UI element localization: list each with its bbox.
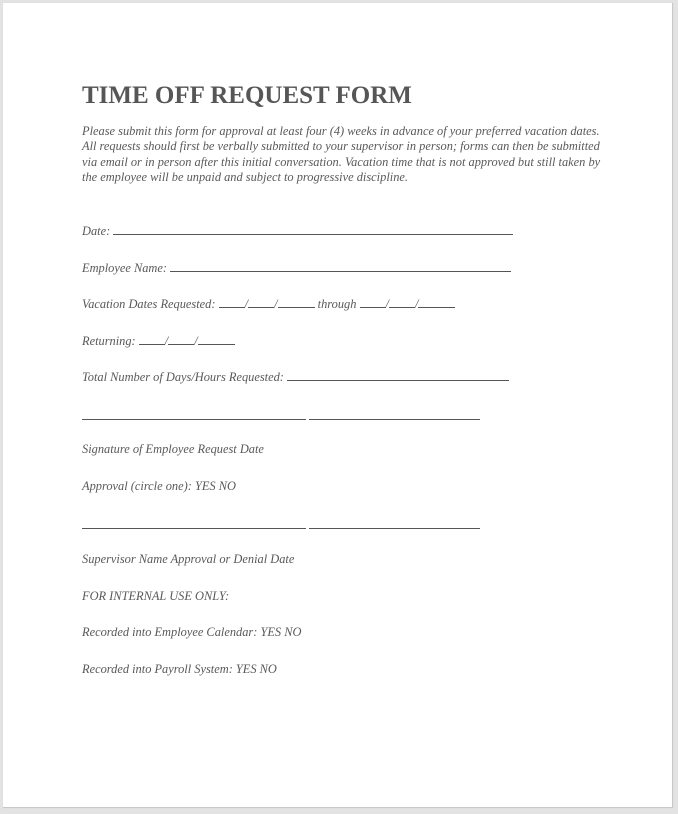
internal-use-heading: FOR INTERNAL USE ONLY: [82, 589, 230, 603]
vacation-dates-label: Vacation Dates Requested: [82, 297, 216, 311]
document-page [3, 3, 673, 808]
date-separator: / [274, 297, 278, 311]
total-days-label: Total Number of Days/Hours Requested: [82, 370, 284, 384]
date-separator: / [385, 297, 389, 311]
approval-field: Approval (circle one): YES NO [82, 479, 236, 493]
return-year-blank[interactable] [198, 333, 235, 345]
date-separator: / [194, 334, 198, 348]
date-separator: / [244, 297, 249, 311]
total-days-blank[interactable] [287, 369, 509, 381]
employee-name-label: Employee Name: [82, 261, 167, 275]
return-month-blank[interactable] [139, 333, 165, 345]
employee-signature-caption: Signature of Employee Request Date [82, 442, 264, 456]
start-month-blank[interactable] [219, 296, 245, 308]
supervisor-caption: Supervisor Name Approval or Denial Date [82, 552, 295, 566]
date-field-row [82, 223, 513, 238]
form-title: TIME OFF REQUEST FORM [82, 82, 412, 109]
returning-row [82, 333, 235, 348]
start-year-blank[interactable] [278, 296, 315, 308]
approval-date-line[interactable] [309, 528, 480, 529]
end-year-blank[interactable] [418, 296, 455, 308]
payroll-record-field: Recorded into Payroll System: YES NO [82, 662, 277, 676]
calendar-record-field: Recorded into Employee Calendar: YES NO [82, 625, 302, 639]
form-instructions: Please submit this form for approval at least four (4) weeks in advance of your preferred vacation dates. All requests should first be verbally submitted to your supervisor in person; forms can then be submitted via email or in person after this initial conversation. Vacation time that is not approved but still taken by the employee will be unpaid and subject to progressive discipline. [82, 124, 601, 184]
request-date-line[interactable] [309, 419, 480, 420]
employee-name-blank[interactable] [170, 260, 511, 272]
supervisor-name-line[interactable] [82, 528, 306, 529]
vacation-dates-row [82, 296, 455, 311]
return-day-blank[interactable] [168, 333, 194, 345]
date-label: Date: [82, 224, 111, 238]
through-label: through [317, 297, 357, 311]
end-month-blank[interactable] [360, 296, 386, 308]
date-separator: / [414, 297, 419, 311]
total-days-row [82, 369, 509, 384]
returning-label: Returning: [82, 334, 136, 348]
employee-name-row [82, 260, 511, 275]
end-day-blank[interactable] [389, 296, 415, 308]
employee-signature-line[interactable] [82, 419, 306, 420]
date-separator: / [164, 334, 169, 348]
date-blank[interactable] [113, 223, 513, 235]
start-day-blank[interactable] [248, 296, 274, 308]
